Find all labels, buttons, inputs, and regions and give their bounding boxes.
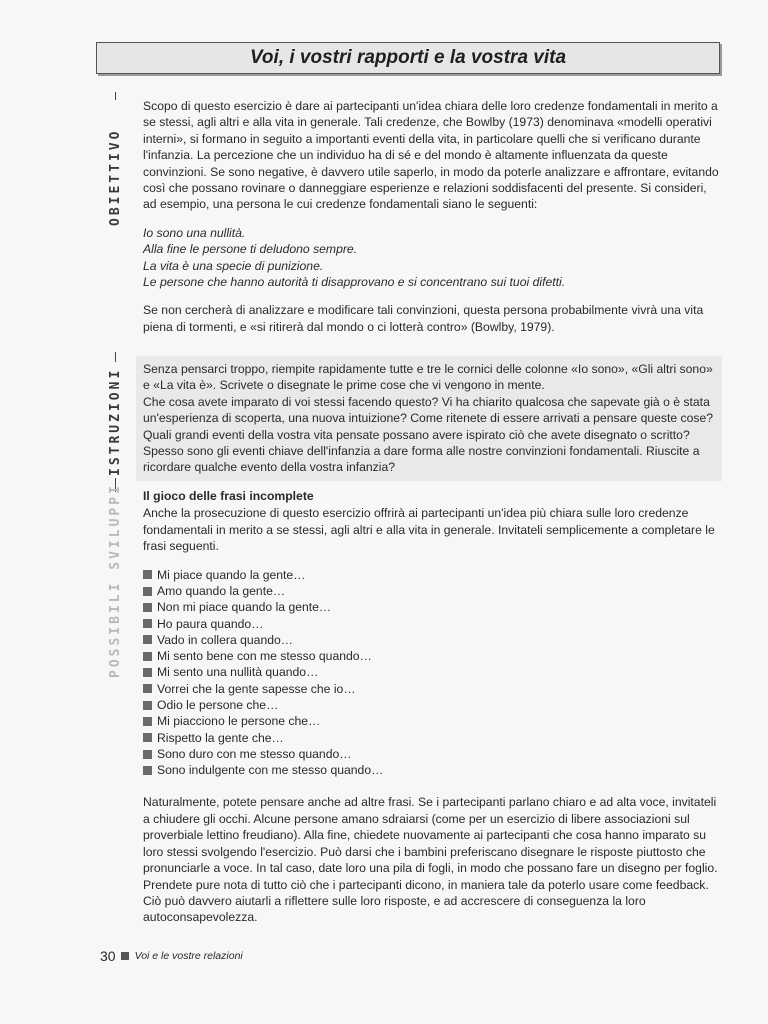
phrase-text: Non mi piace quando la gente… [157, 600, 332, 615]
square-bullet-icon [143, 717, 152, 726]
list-item [143, 730, 721, 746]
square-bullet-icon [143, 684, 152, 693]
square-bullet-icon [143, 603, 152, 612]
phrase-text: Amo quando la gente… [157, 583, 286, 598]
title-box [96, 42, 720, 74]
phrase-text: Sono duro con me stesso quando… [157, 746, 352, 761]
istruzioni-paragraph-2: Che cosa avete imparato di voi stessi facendo questo? Vi ha chiarito qualcosa che sapevate già o è stata un'esperienza di scoperta, una nuova intuizione? Come ritenete di essere arrivati a pensare queste cose? Quali grandi eventi della vostra vita pensate possano avere ispirato ciò che avete disegnato o scritto? Spesso sono gli eventi chiave dell'infanzia a dare forma alle nostre convinzioni fondamentali. Riuscite a ricordare qualche evento della vostra infanzia? [143, 394, 714, 475]
obiettivo-section [143, 98, 721, 347]
side-label-obiettivo: OBIETTIVO [108, 128, 123, 226]
list-item [143, 648, 721, 664]
page-number: 30 [100, 948, 116, 964]
footer-square-icon [121, 952, 129, 960]
square-bullet-icon [143, 766, 152, 775]
phrase-text: Mi piacciono le persone che… [157, 714, 321, 729]
list-item [143, 567, 721, 583]
istruzioni-section [136, 356, 722, 481]
sviluppi-intro: Anche la prosecuzione di questo esercizio offrirà ai partecipanti un'idea più chiara sulle loro credenze fondamentali in merito a se stessi, agli altri e alla vita in generale. Invitateli semplicemente a completare le frasi seguenti. [143, 506, 715, 554]
list-item [143, 664, 721, 680]
phrase-text: Vado in collera quando… [157, 632, 293, 647]
list-item [143, 746, 721, 762]
list-item [143, 762, 721, 778]
istruzioni-paragraph-1: Senza pensarci troppo, riempite rapidamente tutte e tre le cornici delle colonne «Io sono», «Gli altri sono» e «La vita è». Scrivete o disegnate le prime cose che vi vengono in mente. [143, 362, 713, 393]
phrase-text: Mi sento una nullità quando… [157, 665, 319, 680]
belief-item: Alla fine le persone ti deludono sempre. [143, 242, 358, 257]
running-title: Voi e le vostre relazioni [134, 950, 243, 962]
square-bullet-icon [143, 619, 152, 628]
sviluppi-section [143, 488, 721, 926]
square-bullet-icon [143, 668, 152, 677]
list-item [143, 697, 721, 713]
phrase-text: Rispetto la gente che… [157, 730, 284, 745]
phrase-text: Vorrei che la gente sapesse che io… [157, 681, 356, 696]
list-item [143, 681, 721, 697]
square-bullet-icon [143, 635, 152, 644]
phrase-text: Mi sento bene con me stesso quando… [157, 649, 372, 664]
square-bullet-icon [143, 570, 152, 579]
incomplete-phrases-list [143, 567, 721, 779]
list-item [143, 713, 721, 729]
phrase-text: Sono indulgente con me stesso quando… [157, 763, 384, 778]
list-item [143, 583, 721, 599]
side-label-sviluppi: POSSIBILI SVILUPPI [108, 483, 123, 678]
square-bullet-icon [143, 750, 152, 759]
side-rule-top [115, 92, 116, 100]
square-bullet-icon [143, 733, 152, 742]
page-footer [100, 948, 243, 964]
obiettivo-paragraph-1: Scopo di questo esercizio è dare ai partecipanti un'idea chiara delle loro credenze fondamentali in merito a se stessi, agli altri e alla vita in generale. Tali credenze, che Bowlby (1973) denominava «modelli operativi interni», si formano in seguito a importanti eventi della vita, in particolare quelli che si verificano durante l'infanzia. La percezione che un individuo ha di sé e del mondo è altamente influenzata da queste convinzioni. Se sono negative, è davvero utile saperlo, in modo da poterle analizzare e affrontare, evitando così che possano rovinare o danneggiare esperienze e relazioni soddisfacenti del presente. Si consideri, ad esempio, una persona le cui credenze fondamentali siano le seguenti: [143, 99, 719, 212]
belief-item: La vita è una specie di punizione. [143, 258, 324, 273]
square-bullet-icon [143, 587, 152, 596]
list-item [143, 599, 721, 615]
belief-item: Io sono una nullità. [143, 225, 246, 240]
square-bullet-icon [143, 652, 152, 661]
square-bullet-icon [143, 701, 152, 710]
side-rule-middle [115, 352, 116, 362]
sviluppi-subtitle: Il gioco delle frasi incomplete [143, 489, 314, 503]
beliefs-list [143, 225, 721, 291]
obiettivo-paragraph-2: Se non cercherà di analizzare e modificare tali convinzioni, questa persona probabilmente vivrà una vita piena di tormenti, e «si ritirerà dal mondo o ci lotterà contro» (Bowlby, 1979). [143, 303, 704, 334]
page-title: Voi, i vostri rapporti e la vostra vita [249, 47, 567, 68]
side-label-istruzioni: ISTRUZIONI [108, 367, 123, 476]
phrase-text: Mi piace quando la gente… [157, 567, 306, 582]
phrase-text: Ho paura quando… [157, 616, 264, 631]
list-item [143, 632, 721, 648]
list-item [143, 616, 721, 632]
phrase-text: Odio le persone che… [157, 698, 279, 712]
sviluppi-closing-paragraph: Naturalmente, potete pensare anche ad altre frasi. Se i partecipanti parlano chiaro e ad alta voce, invitateli a chiudere gli occhi. Alcune persone amano sdraiarsi (come per un esercizio di libere associazioni sul proverbiale lettino freudiano). Alla fine, chiedete nuovamente ai partecipanti che cosa hanno imparato su loro stessi svolgendo l'esercizio. Può darsi che i bambini preferiscano disegnare le risposte piuttosto che pronunciarle a voce. In tal caso, date loro una pila di fogli, in modo che possano fare un disegno per foglio. Prendete pure nota di tutto ciò che i partecipanti dicono, in maniera tale da poterlo usare come feedback. Ciò può davvero aiutarli a riflettere sulle loro risposte, e ad accrescere di conseguenza la loro autoconsapevolezza. [143, 795, 718, 925]
belief-item: Le persone che hanno autorità ti disapprovano e si concentrano sui tuoi difetti. [143, 275, 566, 290]
